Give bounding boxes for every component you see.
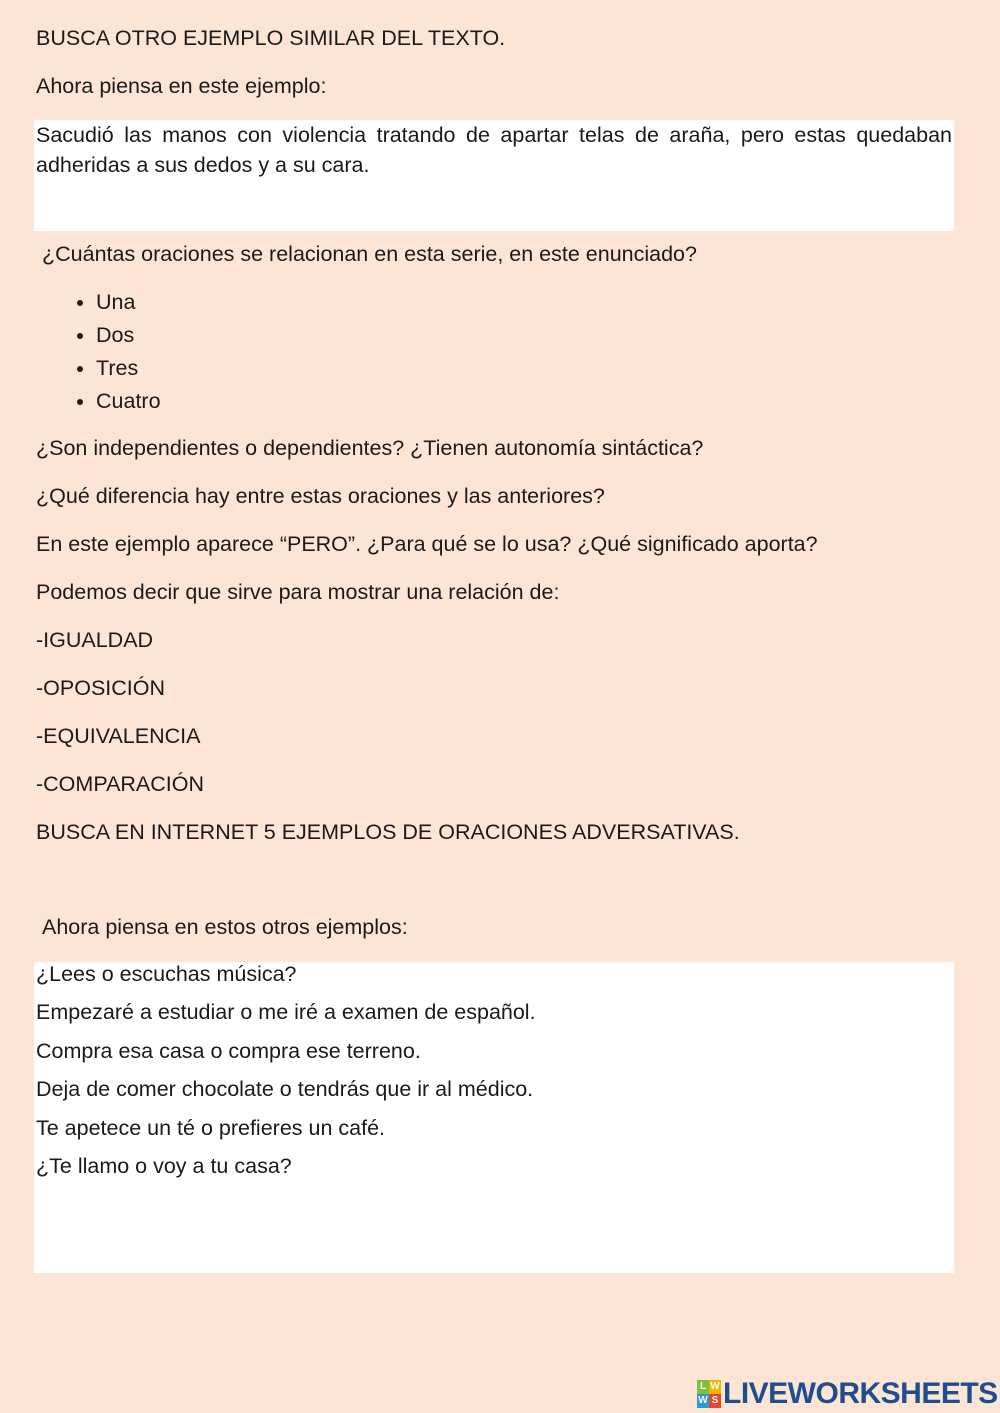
logo-icon-l: L — [697, 1380, 709, 1394]
option-tres[interactable]: • Tres — [96, 352, 161, 385]
example-box-1 — [34, 120, 954, 231]
example-box-2 — [34, 962, 954, 1273]
example-item: ¿Lees o escuchas música? — [36, 962, 297, 986]
question-count: ¿Cuántas oraciones se relacionan en esta serie, en este enunciado? — [42, 242, 697, 266]
example-item: Compra esa casa o compra ese terreno. — [36, 1039, 421, 1063]
relation-oposicion: -OPOSICIÓN — [36, 676, 166, 700]
example-item: Deja de comer chocolate o tendrás que ir al médico. — [36, 1077, 534, 1101]
intro-ejemplo: Ahora piensa en este ejemplo: — [36, 74, 327, 98]
question-independence: ¿Son independientes o dependientes? ¿Tienen autonomía sintáctica? — [36, 436, 704, 460]
logo-text: LIVEWORKSHEETS — [723, 1377, 998, 1410]
logo-icon-w2: W — [698, 1395, 708, 1406]
relation-igualdad: -IGUALDAD — [36, 628, 154, 652]
example-sentence: Sacudió las manos con violencia tratando de apartar telas de araña, pero estas quedaban adheridas a sus dedos y a su cara. — [36, 123, 952, 177]
option-dos[interactable]: • Dos — [96, 319, 161, 352]
logo-icon — [697, 1380, 721, 1408]
relation-comparacion: -COMPARACIÓN — [36, 772, 205, 796]
instruction-internet: BUSCA EN INTERNET 5 EJEMPLOS DE ORACIONES ADVERSATIVAS. — [36, 820, 740, 844]
question-difference: ¿Qué diferencia hay entre estas oraciones y las anteriores? — [36, 484, 605, 508]
example-item: Empezaré a estudiar o me iré a examen de español. — [36, 1000, 536, 1024]
intro-otros-ejemplos: Ahora piensa en estos otros ejemplos: — [42, 915, 408, 939]
question-pero: En este ejemplo aparece “PERO”. ¿Para qué se lo usa? ¿Qué significado aporta? — [36, 532, 818, 556]
heading-busca-ejemplo: BUSCA OTRO EJEMPLO SIMILAR DEL TEXTO. — [36, 26, 506, 50]
example-item: Te apetece un té o prefieres un café. — [36, 1116, 386, 1140]
option-una[interactable]: • Una — [96, 286, 161, 319]
example-item: ¿Te llamo o voy a tu casa? — [36, 1154, 292, 1178]
options-list — [60, 286, 161, 418]
logo-icon-w1: W — [710, 1381, 720, 1392]
logo-icon-s: S — [709, 1394, 721, 1408]
liveworksheets-logo[interactable] — [697, 1376, 998, 1412]
relation-equivalencia: -EQUIVALENCIA — [36, 724, 201, 748]
option-cuatro[interactable]: • Cuatro — [96, 385, 161, 418]
relation-intro: Podemos decir que sirve para mostrar una relación de: — [36, 580, 560, 604]
